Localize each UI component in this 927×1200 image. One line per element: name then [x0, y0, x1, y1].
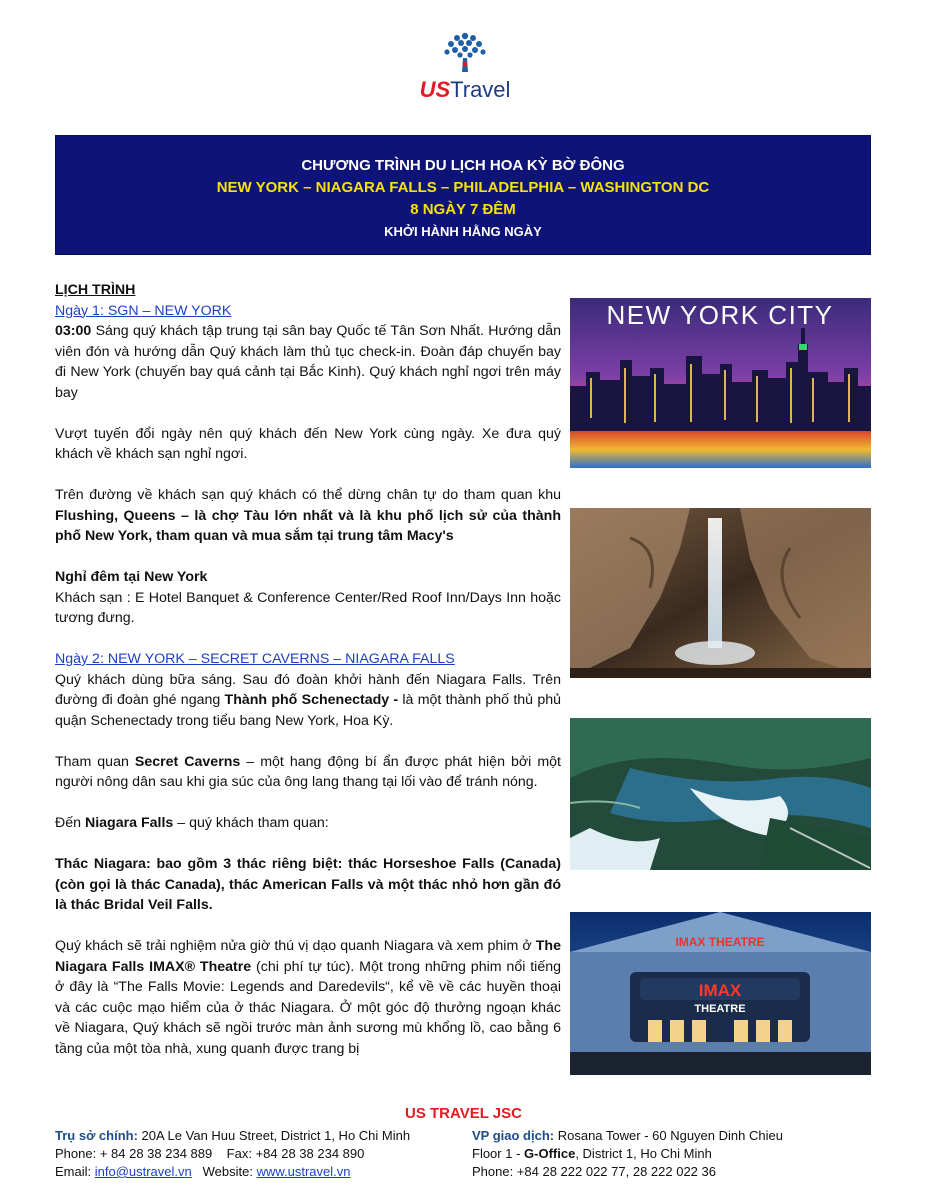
ustravel-logo	[405, 30, 525, 110]
day1-paragraph-2: Vượt tuyến đổi ngày nên quý khách đến New York cùng ngày. Xe đưa quý khách về khách sạn nghỉ ngơi.	[55, 425, 561, 462]
banner-departure: KHỞI HÀNH HẰNG NGÀY	[384, 224, 542, 239]
itinerary-text	[55, 280, 561, 1059]
imax-theatre-photo	[570, 912, 871, 1075]
footer-phone: Phone: + 84 28 38 234 889 Fax: +84 28 38 234 890	[55, 1146, 365, 1161]
imax-marquee-title: IMAX	[698, 981, 742, 1000]
banner-route: NEW YORK – NIAGARA FALLS – PHILADELPHIA – WASHINGTON DC	[216, 179, 710, 196]
nyc-skyline-photo	[570, 298, 871, 468]
day2-paragraph-1: Quý khách dùng bữa sáng. Sau đó đoàn khởi hành đến Niagara Falls. Trên đường đi đoàn ghé ngang Thành phố Schenectady - là một thành phố thủ phủ quận Schenectady trong tiểu bang New York, Hoa Kỳ.	[55, 671, 561, 729]
day1-title-link[interactable]: Ngày 1: SGN – NEW YORK	[55, 302, 232, 319]
imax-roof-sign: IMAX THEATRE	[675, 935, 765, 949]
day1-hotel: Khách sạn : E Hotel Banquet & Conference Center/Red Roof Inn/Days Inn hoặc tương đưng.	[55, 589, 561, 626]
day1-overnight: Nghỉ đêm tại New York	[55, 569, 208, 585]
footer	[0, 1103, 927, 1179]
footer-company: US TRAVEL JSC	[405, 1105, 522, 1122]
secret-caverns-photo	[570, 508, 871, 678]
day1-paragraph-3: Trên đường về khách sạn quý khách có thể dừng chân tự do tham quan khu Flushing, Queens – là chợ Tàu lớn nhất và là khu phố lịch sử của thành phố New York, tham quan và mua sắm tại trung tâm Macy's	[55, 487, 561, 544]
day2-paragraph-4: Thác Niagara: bao gồm 3 thác riêng biệt: thác Horseshoe Falls (Canada) (còn gọi là thác Canada), thác American Falls và một thác nhỏ hơn gần đó là thác Bridal Veil Falls.	[55, 856, 561, 913]
day2-title-link[interactable]: Ngày 2: NEW YORK – SECRET CAVERNS – NIAGARA FALLS	[55, 651, 455, 667]
email-link[interactable]: info@ustravel.vn	[94, 1164, 192, 1179]
nyc-photo-caption: NEW YORK CITY	[606, 300, 834, 330]
day1-paragraph-1: 03:00 Sáng quý khách tập trung tại sân bay Quốc tế Tân Sơn Nhất. Hướng dẫn viên đón và hướng dẫn Quý khách làm thủ tục check-in. Đoàn đáp chuyến bay đi New York (chuyến bay quá cảnh tại Bắc Kinh). Quý khách nghỉ ngơi trên máy bay	[55, 323, 561, 401]
footer-headquarters: Trụ sở chính: 20A Le Van Huu Street, District 1, Ho Chi Minh Phone: + 84 28 38 234 889 Fax: +84 28 38 234 890 Email: info@ustravel.vn Website: www.ustravel.vn	[55, 1128, 411, 1179]
day2-paragraph-2: Tham quan Secret Caverns – một hang động bí ẩn được phát hiện bởi một người nông dân sau khi gia súc của ông lang thang tại lối vào để tránh nóng.	[55, 753, 561, 790]
logo-wordmark: USTravel	[419, 77, 511, 102]
banner-title: CHƯƠNG TRÌNH DU LỊCH HOA KỲ BỜ ĐÔNG	[301, 157, 625, 174]
tree-logo-icon	[441, 30, 489, 76]
website-link[interactable]: www.ustravel.vn	[256, 1164, 351, 1179]
itinerary-heading: LỊCH TRÌNH	[55, 282, 136, 298]
day2-paragraph-5: Quý khách sẽ trải nghiệm nửa giờ thú vị dạo quanh Niagara và xem phim ở The Niagara Falls IMAX® Theatre (chi phí tự túc). Một trong những phim nổi tiếng ở đây là “The Falls Movie: Legends and Daredevils“, kể về về các huyền thoại và các cuộc mạo hiểm của ở thác Niagara. Ở một góc độ thưởng ngoạn khác về Niagara, Quý khách sẽ ngồi trước màn ảnh sương mù khổng lồ, cao bằng 6 tầng của một tòa nhà, xung quanh được trang bị	[55, 938, 562, 1057]
banner-duration: 8 NGÀY 7 ĐÊM	[410, 201, 516, 218]
footer-office-phone: Phone: +84 28 222 022 77, 28 222 022 36	[472, 1164, 716, 1179]
title-banner	[55, 135, 871, 255]
niagara-falls-photo	[570, 718, 871, 870]
imax-marquee-subtitle: THEATRE	[694, 1003, 746, 1015]
footer-office: VP giao dịch: Rosana Tower - 60 Nguyen Dinh Chieu Floor 1 - G-Office, District 1, Ho Chi Minh Phone: +84 28 222 022 77, 28 222 022 36	[472, 1128, 783, 1179]
day2-paragraph-3: Đến Niagara Falls – quý khách tham quan:	[55, 815, 329, 831]
